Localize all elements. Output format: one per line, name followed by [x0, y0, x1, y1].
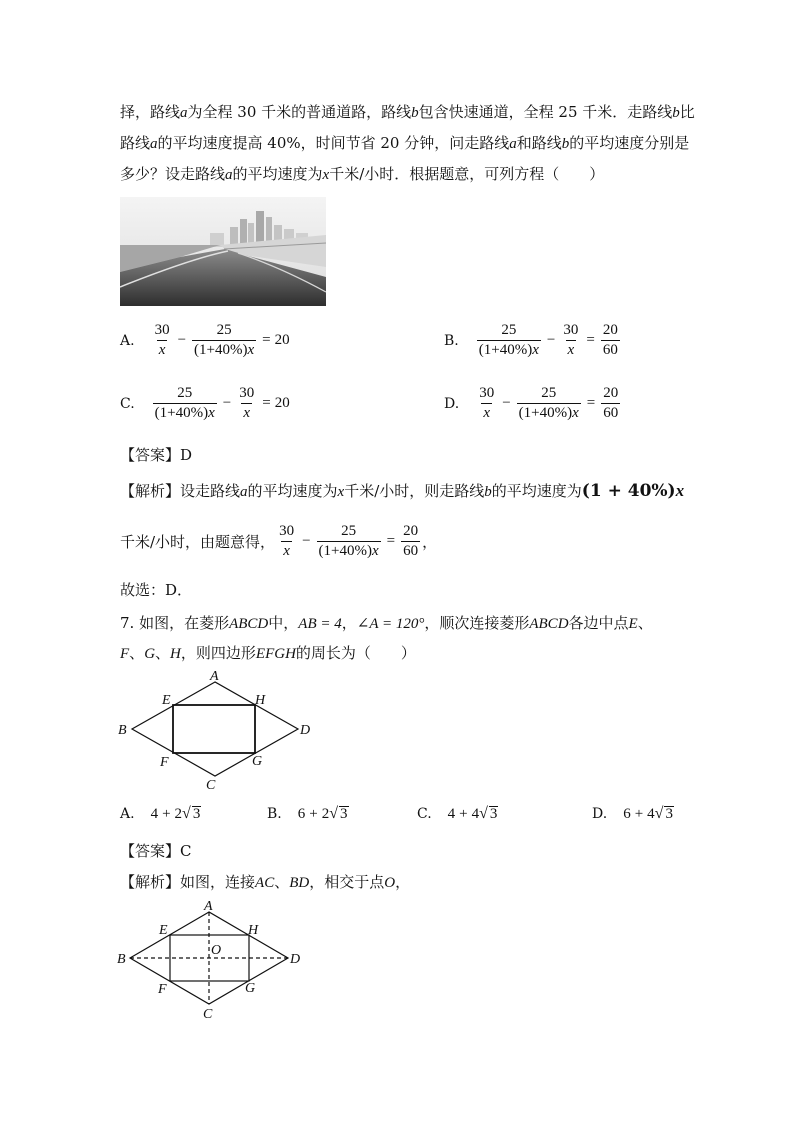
- option-label: A.: [120, 806, 135, 822]
- answer-7: [120, 841, 191, 861]
- text: 包含快速通道，全程 25 千米．走路线: [418, 103, 673, 121]
- var-a: a: [180, 105, 188, 121]
- analysis-label: 【解析】: [120, 482, 181, 500]
- var-b: b: [484, 484, 492, 500]
- denominator: x: [567, 342, 575, 358]
- fraction: [601, 322, 620, 359]
- text: 7. 如图，在菱形: [120, 614, 230, 632]
- denominator: 60: [602, 342, 618, 358]
- denominator: x: [158, 342, 166, 358]
- text: 、: [274, 873, 290, 891]
- fraction: [153, 385, 217, 422]
- analysis-label: 【解析】: [120, 873, 181, 891]
- option-label: B.: [267, 806, 282, 822]
- var-b: b: [561, 136, 570, 152]
- label-b: B: [118, 723, 127, 738]
- fraction: [277, 523, 296, 560]
- denominator: 60: [403, 543, 419, 559]
- radicand: 3: [665, 806, 673, 822]
- text: 多少？设走路线: [120, 165, 226, 183]
- rhs: 20: [274, 332, 290, 348]
- label-e: E: [162, 693, 171, 708]
- denominator: [153, 403, 217, 422]
- cond-angle: ∠A = 120°: [356, 616, 425, 632]
- var-x: x: [572, 405, 579, 421]
- problem6-line3: [120, 164, 604, 185]
- var-x: x: [371, 543, 379, 559]
- text: ，顺次连接菱形: [424, 614, 530, 632]
- label-h: H: [255, 693, 266, 708]
- equals: =: [586, 332, 595, 348]
- numerator: 25: [341, 523, 357, 539]
- numerator: 25: [216, 322, 232, 338]
- text: 的周长为（ ）: [295, 644, 416, 662]
- sqrt-icon: √: [182, 805, 191, 822]
- num: 4: [647, 805, 655, 822]
- den-b: (1+40%): [518, 405, 573, 421]
- label-g: G: [252, 754, 263, 769]
- var-x: x: [675, 481, 685, 500]
- var-a: a: [150, 136, 158, 152]
- text: 、: [155, 644, 171, 662]
- fraction: [517, 385, 581, 422]
- var-a: a: [509, 136, 517, 152]
- road-photo: [120, 197, 326, 306]
- num: 6: [297, 805, 306, 822]
- numerator: 30: [563, 322, 579, 338]
- radicand: 3: [340, 806, 348, 822]
- numerator: 25: [501, 322, 517, 338]
- text: 设走路线: [180, 482, 241, 500]
- numerator: 30: [239, 385, 255, 401]
- var-x: x: [322, 167, 330, 183]
- text: 和路线: [516, 134, 562, 152]
- var-b: b: [672, 105, 680, 121]
- radicand: 3: [192, 806, 201, 822]
- option7-a[interactable]: [120, 805, 201, 823]
- rhombus-abcd: [132, 682, 298, 776]
- minus: −: [177, 332, 187, 348]
- label-a: A: [204, 899, 213, 914]
- option-label: D.: [444, 395, 460, 412]
- var-ac: AC: [255, 875, 275, 891]
- var-a: a: [225, 167, 233, 183]
- denominator: [517, 403, 581, 422]
- label-f: F: [158, 982, 167, 997]
- var-o: O: [384, 875, 396, 891]
- option-label: D.: [592, 806, 608, 822]
- num: 2: [174, 805, 183, 822]
- option7-d[interactable]: [592, 805, 674, 823]
- num: 4: [471, 805, 480, 822]
- option7-c[interactable]: [417, 805, 498, 823]
- numerator: 20: [403, 523, 419, 539]
- var-x: x: [337, 484, 345, 500]
- fraction: [317, 523, 381, 560]
- numerator: 30: [279, 523, 295, 539]
- text: 、: [637, 614, 653, 632]
- label-d: D: [290, 952, 301, 967]
- option-b[interactable]: [444, 322, 622, 359]
- label-f: F: [160, 755, 169, 770]
- num: 4: [447, 805, 456, 822]
- text: 、: [129, 644, 145, 662]
- den-b: (1+40%): [194, 342, 248, 358]
- text: 千米/小时．根据题意，可列方程（ ）: [329, 165, 605, 183]
- text: ，: [422, 533, 438, 551]
- analysis-7: [120, 872, 410, 893]
- problem7-line2: [120, 643, 416, 664]
- text: 的平均速度为: [247, 482, 338, 500]
- text: 的平均速度为: [491, 482, 582, 500]
- option-label: A.: [120, 332, 135, 349]
- fraction: [477, 322, 541, 359]
- text: 各边中点: [568, 614, 629, 632]
- den-b: (1+40%): [478, 342, 533, 358]
- text: 比: [679, 103, 695, 121]
- denominator: x: [483, 405, 491, 421]
- num: 4: [150, 805, 159, 822]
- text: 中，: [268, 614, 299, 632]
- label-c: C: [203, 1007, 213, 1022]
- plus: +: [309, 805, 318, 822]
- minus: −: [502, 395, 511, 411]
- conclusion-text: 故选：D．: [120, 581, 193, 599]
- text: ，相交于点: [309, 873, 385, 891]
- answer-6: [120, 445, 192, 465]
- minus: −: [222, 395, 232, 411]
- var-abcd: ABCD: [229, 616, 269, 632]
- text: 的平均速度提高 40%，时间节省 20 分钟，问走路线: [157, 134, 510, 152]
- var-a: a: [240, 484, 248, 500]
- text: ，: [395, 873, 411, 891]
- var-abcd: ABCD: [529, 616, 569, 632]
- text: 千米/小时，则走路线: [344, 482, 485, 500]
- text: 择，路线: [120, 103, 181, 121]
- option-label: C.: [120, 395, 135, 412]
- plus: +: [634, 805, 644, 822]
- option-a[interactable]: [120, 322, 290, 359]
- problem6-line1: [120, 102, 695, 123]
- minus: −: [546, 332, 556, 348]
- analysis-6-line1: [120, 481, 684, 502]
- denominator: 60: [603, 405, 619, 421]
- text: 的平均速度分别是: [569, 134, 690, 152]
- sqrt-icon: √: [329, 805, 338, 822]
- var-f: F: [120, 646, 130, 662]
- cond-ab: AB = 4: [298, 616, 342, 632]
- rect-efgh: [173, 705, 255, 753]
- minus: −: [302, 533, 311, 549]
- rhombus-diagonals-figure: [112, 898, 322, 1022]
- problem7-line1: [120, 613, 653, 634]
- equals: =: [262, 332, 271, 348]
- text: ，则四边形: [180, 644, 256, 662]
- rhombus-figure: [112, 668, 322, 794]
- option-label: C.: [417, 806, 432, 822]
- text: 为全程 30 千米的普通道路，路线: [187, 103, 412, 121]
- numerator: 25: [177, 385, 193, 401]
- text: ，: [341, 614, 357, 632]
- option-d[interactable]: [444, 385, 622, 422]
- expr: (1 + 40%): [581, 481, 676, 501]
- numerator: 20: [602, 322, 618, 338]
- var-x: x: [247, 342, 255, 358]
- label-b: B: [117, 952, 126, 967]
- option7-b[interactable]: [267, 805, 349, 823]
- sqrt-icon: √: [479, 805, 488, 822]
- equals: =: [586, 395, 596, 411]
- label-o: O: [211, 943, 222, 958]
- var-b: b: [411, 105, 419, 121]
- equals: =: [262, 395, 271, 411]
- conclusion-6: [120, 580, 192, 600]
- fraction: [601, 385, 620, 422]
- denominator: [192, 340, 256, 359]
- num: 6: [623, 805, 631, 822]
- plus: +: [162, 805, 171, 822]
- text: 路线: [120, 134, 151, 152]
- numerator: 30: [154, 322, 170, 338]
- den-b: (1+40%): [154, 405, 209, 421]
- fraction: [561, 322, 580, 359]
- plus: +: [459, 805, 468, 822]
- fraction: [477, 385, 496, 422]
- label-h: H: [248, 923, 259, 938]
- answer-text: 【答案】C: [120, 842, 192, 860]
- radicand: 3: [489, 806, 498, 822]
- label-g: G: [245, 981, 256, 996]
- answer-text: 【答案】D: [120, 446, 193, 464]
- var-g: G: [144, 646, 156, 662]
- problem6-line2: [120, 133, 689, 154]
- denominator: x: [283, 543, 290, 559]
- numerator: 25: [541, 385, 557, 401]
- var-efgh: EFGH: [255, 646, 296, 662]
- label-d: D: [300, 723, 311, 738]
- var-bd: BD: [289, 875, 310, 891]
- option-label: B.: [444, 332, 459, 349]
- equals: =: [386, 533, 396, 549]
- numerator: 20: [603, 385, 619, 401]
- option-c[interactable]: [120, 385, 290, 422]
- var-x: x: [532, 342, 539, 358]
- text: 千米/小时，由题意得，: [120, 533, 276, 551]
- sqrt-icon: √: [654, 805, 664, 822]
- numerator: 30: [479, 385, 495, 401]
- text: 如图，连接: [180, 873, 256, 891]
- fraction: [192, 322, 256, 359]
- label-e: E: [159, 923, 168, 938]
- num: 2: [321, 805, 330, 822]
- denominator: [317, 541, 381, 560]
- var-x: x: [208, 405, 215, 421]
- den-b: (1+40%): [318, 543, 372, 559]
- fraction: [401, 523, 420, 560]
- label-a: A: [210, 669, 219, 684]
- analysis-6-line2: [120, 523, 437, 560]
- fraction: [153, 322, 172, 359]
- var-e: E: [628, 616, 638, 632]
- text: 的平均速度为: [232, 165, 323, 183]
- rhs: 20: [274, 395, 290, 411]
- var-h: H: [170, 646, 181, 662]
- label-c: C: [206, 778, 216, 793]
- denominator: x: [243, 405, 251, 421]
- fraction: [237, 385, 256, 422]
- denominator: [477, 340, 541, 359]
